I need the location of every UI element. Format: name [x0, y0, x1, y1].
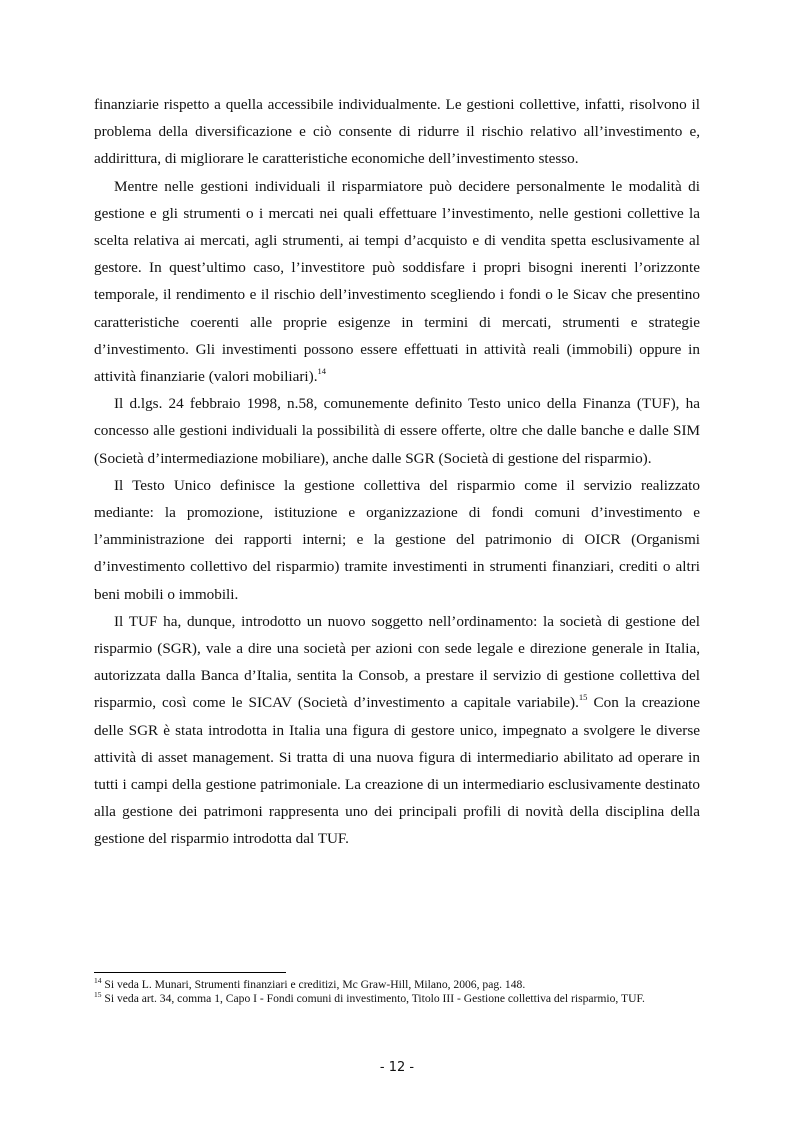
- paragraph-5-continuation: Con la creazione delle SGR è stata introdotta in Italia una figura di gestore unico, impegnato a svolgere le diverse attività di asset management. Si tratta di una nuova figura di intermediario abilitato ad operare in tutti i campi della gestione patrimoniale. La creazione di un intermediario esclusivamente destinato alla gestione dei patrimoni rappresenta uno dei principali profili di novità della disciplina della gestione del risparmio introdotta dal TUF.: [94, 694, 701, 848]
- paragraph-1: [94, 91, 700, 173]
- paragraph-5: [94, 608, 700, 853]
- footnotes: [94, 978, 700, 1005]
- body-text: [94, 91, 700, 853]
- footnote-14-text: Si veda L. Munari, Strumenti finanziari e creditizi, Mc Graw-Hill, Milano, 2006, pag. 148.: [104, 978, 526, 991]
- footnote-15-text: Si veda art. 34, comma 1, Capo I - Fondi comuni di investimento, Titolo III - Gestione collettiva del risparmio, TUF.: [104, 991, 645, 1005]
- footnote-ref-15[interactable]: 15: [578, 692, 588, 703]
- paragraph-2: [94, 173, 700, 391]
- paragraph-4-text: Il Testo Unico definisce la gestione collettiva del risparmio come il servizio realizzato mediante: la promozione, istituzione e organizzazione di fondi comuni d’investimento e l’amministrazione dei rapporti interni; e la gestione del patrimonio di OICR (Organismi d’investimento collettivo del risparmio) tramite investimenti in strumenti finanziari, crediti o altri beni mobili o immobili.: [94, 476, 700, 603]
- footnote-15: [94, 989, 700, 1006]
- paragraph-5-text: Il TUF ha, dunque, introdotto un nuovo soggetto nell’ordinamento: la società di gestione del risparmio (SGR), vale a dire una società per azioni con sede legale e direzione generale in Italia, autorizzata dalla Banca d’Italia, sentita la Consob, a prestare il servizio di gestione collettiva del risparmio, così come le SICAV (Società d’investimento a capitale variabile).: [94, 612, 700, 712]
- paragraph-2-text: Mentre nelle gestioni individuali il risparmiatore può decidere personalmente le modalità di gestione e gli strumenti o i mercati nei quali effettuare l’investimento, nelle gestioni collettive la scelta relativa ai mercati, agli strumenti, ai tempi d’acquisto e di vendita spetta esclusivamente al gestore. In quest’ultimo caso, l’investitore può soddisfare i propri bisogni inerenti l’orizzonte temporale, il rendimento e il rischio dell’investimento scegliendo i fondi o le Sicav che presentino caratteristiche coerenti alle proprie esigenze in termini di mercati, strumenti e strategie d’investimento. Gli investimenti possono essere effettuati in attività reali (immobili) oppure in attività finanziarie (valori mobiliari).: [94, 177, 700, 386]
- paragraph-4: [94, 472, 700, 608]
- paragraph-3-text: Il d.lgs. 24 febbraio 1998, n.58, comunemente definito Testo unico della Finanza (TUF), ha concesso alle gestioni individuali la possibilità di essere offerte, oltre che dalle banche e dalle SIM (Società d’intermediazione mobiliare), anche dalle SGR (Società di gestione del risparmio).: [94, 395, 700, 467]
- footnote-15-number: 15: [94, 989, 102, 999]
- paragraph-3: [94, 390, 700, 472]
- footnote-ref-14[interactable]: 14: [317, 365, 327, 376]
- page-number: - 12 -: [379, 1060, 415, 1075]
- footnote-separator: [94, 972, 286, 973]
- footnote-14: [94, 978, 700, 992]
- footnote-14-number: 14: [94, 976, 102, 986]
- paragraph-1-text: finanziarie rispetto a quella accessibile individualmente. Le gestioni collettive, infatti, risolvono il problema della diversificazione e ciò consente di ridurre il rischio relativo all’investimento e, addirittura, di migliorare le caratteristiche economiche dell’investimento stesso.: [94, 96, 700, 168]
